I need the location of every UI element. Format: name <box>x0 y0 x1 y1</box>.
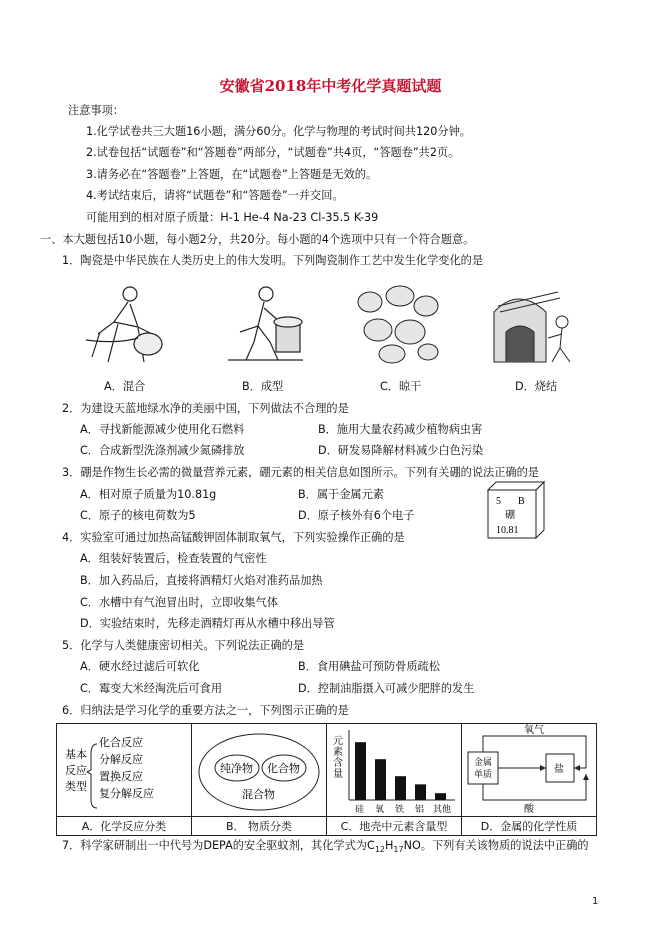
page-title: 安徽省2018年中考化学真题试题 <box>219 77 442 95</box>
q7-stem: 7．科学家研制出一中代号为DEPA的安全驱蚊剂，其化学式为$C_{12}H_{17}NO$。下列有关该物质的说法中正确的 <box>62 839 589 855</box>
note-2: 2.试卷包括“试题卷”和“答题卷”两部分，“试题卷”共4页，“答题卷”共2页。 <box>86 146 460 159</box>
q4-option-c: C．水槽中有气泡冒出时，立即收集气体 <box>80 596 279 609</box>
q6-d-right-box: 盐 <box>554 764 564 775</box>
q1-image-drying <box>348 282 443 367</box>
q6-c-ylabel <box>333 735 343 780</box>
q1-option-b: B．成型 <box>242 380 284 393</box>
q6-a-item-3: 置换反应 <box>99 770 143 783</box>
boron-mass: 10.81 <box>496 525 519 536</box>
q6-d-bottom: 酸 <box>524 804 534 815</box>
q1-option-a: A．混合 <box>104 380 146 393</box>
q6-a-label-3: 类型 <box>65 780 87 793</box>
q1-image-mixing <box>78 282 173 367</box>
q1-option-d: D．烧结 <box>515 380 558 393</box>
q6-d-left-box-2: 单质 <box>474 770 493 780</box>
q6-caption-c: C．地壳中元素含量型 <box>327 817 462 836</box>
q2-stem: 2．为建设天蓝地绿水净的美丽中国，下列做法不合理的是 <box>62 402 349 415</box>
q6-a-item-4: 复分解反应 <box>99 787 154 800</box>
boron-symbol: B <box>518 496 525 507</box>
q4-option-b: B．加入药品后，直接将酒精灯火焰对准药品加热 <box>80 574 323 587</box>
q3-stem: 3．硼是作物生长必需的微量营养元素，硼元素的相关信息如图所示。下列有关硼的说法正确的是 <box>62 466 539 479</box>
q6-a-item-2: 分解反应 <box>99 753 143 766</box>
q3-option-d: D．原子核外有6个电子 <box>298 509 415 522</box>
svg-text:量: 量 <box>333 769 343 780</box>
svg-text:元: 元 <box>333 736 343 747</box>
q1-image-shaping <box>218 282 308 367</box>
q6-d-top: 氧气 <box>524 725 544 736</box>
section-1-heading: 一、本大题包括10小题，每小题2分，共20分。每小题的4个选项中只有一个符合题意。 <box>40 233 475 246</box>
svg-text:含: 含 <box>333 758 343 769</box>
q6-figure-table <box>56 723 597 836</box>
q6-a-label-1: 基本 <box>65 748 87 761</box>
q1-option-c: C．晾干 <box>380 380 422 393</box>
q1-image-firing <box>488 282 580 367</box>
q6-a-item-1: 化合反应 <box>99 736 143 749</box>
q5-option-a: A．硬水经过滤后可软化 <box>80 660 200 673</box>
q1-stem: 1．陶瓷是中华民族在人类历史上的伟大发明。下列陶瓷制作工艺中发生化学变化的是 <box>62 254 484 267</box>
q6-caption-a: A．化学反应分类 <box>57 817 192 836</box>
bar-硅 <box>355 742 366 800</box>
q5-option-c: C．霉变大米经淘洗后可食用 <box>80 682 223 695</box>
boron-name: 硼 <box>505 510 515 521</box>
q6-caption-b: B． 物质分类 <box>192 817 327 836</box>
boron-number: 5 <box>496 496 501 507</box>
q6-c-chart <box>327 724 461 816</box>
tick-label-铝: 铝 <box>415 805 425 815</box>
q3-option-a: A．相对原子质量为10.81g <box>80 488 217 501</box>
bar-铝 <box>415 784 426 800</box>
note-4: 4.考试结束后，请将“试题卷”和“答题卷”一并交回。 <box>86 189 344 202</box>
bar-氧 <box>375 759 386 800</box>
q6-a-diagram <box>57 724 191 816</box>
bar-其他 <box>435 793 446 800</box>
q6-b-inner2: 化合物 <box>267 762 300 775</box>
bar-铁 <box>395 776 406 800</box>
q5-stem: 5．化学与人类健康密切相关。下列说法正确的是 <box>62 639 305 652</box>
tick-label-其他: 其他 <box>433 805 452 815</box>
q6-b-diagram <box>192 724 326 816</box>
q5-option-d: D．控制油脂摄入可减少肥胖的发生 <box>298 682 475 695</box>
note-3: 3.请务必在“答题卷”上答题，在“试题卷”上答题是无效的。 <box>86 168 378 181</box>
tick-label-铁: 铁 <box>395 805 405 815</box>
q2-option-d: D．研发易降解材料减少白色污染 <box>318 444 484 457</box>
q2-option-a: A．寻找新能源减少使用化石燃料 <box>80 423 245 436</box>
q6-d-diagram <box>462 724 596 816</box>
q4-option-a: A．组装好装置后，检查装置的气密性 <box>80 552 267 565</box>
q6-b-outer: 混合物 <box>242 788 275 801</box>
q2-option-b: B．施用大量农药减少植物病虫害 <box>318 423 483 436</box>
q6-caption-d: D．金属的化学性质 <box>462 817 597 836</box>
q6-a-label-2: 反应 <box>65 764 87 777</box>
q6-d-left-box-1: 金属 <box>474 758 493 768</box>
notes-heading: 注意事项： <box>68 104 124 117</box>
tick-label-氧: 氧 <box>375 805 385 815</box>
q6-stem: 6．归纳法是学习化学的重要方法之一，下列图示正确的是 <box>62 704 349 717</box>
tick-label-硅: 硅 <box>355 805 365 815</box>
boron-element-cell <box>480 480 550 542</box>
q5-option-b: B．食用碘盐可预防骨质疏松 <box>298 660 440 673</box>
q4-stem: 4．实验室可通过加热高锰酸钾固体制取氧气，下列实验操作正确的是 <box>62 531 405 544</box>
page-number: 1 <box>592 896 599 907</box>
q4-option-d: D．实验结束时，先移走酒精灯再从水槽中移出导管 <box>80 617 335 630</box>
atomic-masses: 可能用到的相对原子质量：H-1 He-4 Na-23 Cl-35.5 K-39 <box>86 211 379 224</box>
q2-option-c: C．合成新型洗涤剂减少氮磷排放 <box>80 444 245 457</box>
q3-option-b: B．属于金属元素 <box>298 488 384 501</box>
note-1: 1.化学试卷共三大题16小题，满分60分。化学与物理的考试时间共120分钟。 <box>86 125 471 138</box>
q6-b-inner1: 纯净物 <box>220 762 253 775</box>
svg-text:素: 素 <box>333 747 343 758</box>
q3-option-c: C．原子的核电荷数为5 <box>80 509 196 522</box>
